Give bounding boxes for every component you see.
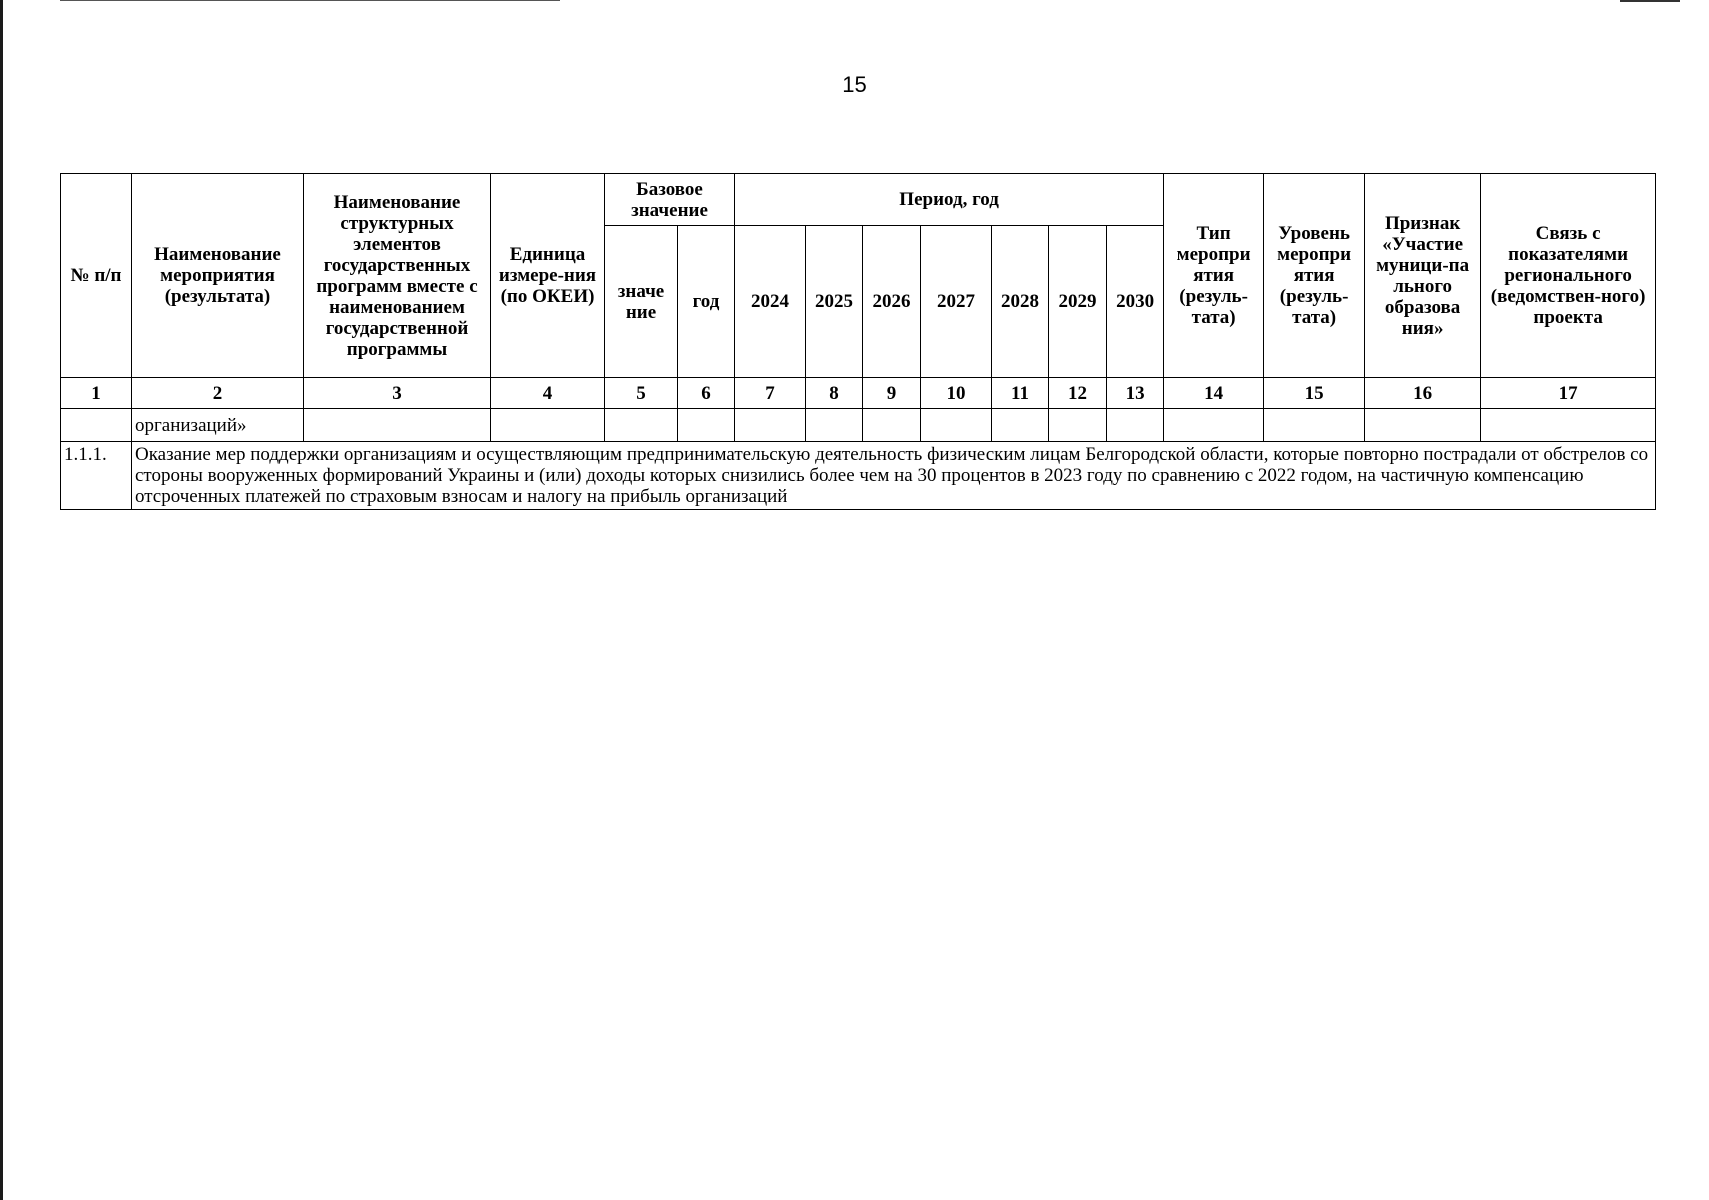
table-cell — [735, 409, 806, 442]
header-base-value: значе ние — [605, 226, 678, 378]
header-year-2030: 2030 — [1107, 226, 1164, 378]
page-number: 15 — [842, 72, 867, 97]
table-cell — [1164, 409, 1264, 442]
table-cell — [1365, 409, 1481, 442]
header-base-value-group: Базовое значение — [605, 174, 735, 226]
header-structural-elements: Наименование структурных элементов государственных программ вместе с наименованием государственной программы — [304, 174, 491, 378]
column-number: 10 — [921, 378, 992, 409]
column-number: 5 — [605, 378, 678, 409]
header-year-2024: 2024 — [735, 226, 806, 378]
scan-top-edge — [60, 0, 560, 1]
header-municipal-participation: Признак «Участие муници-па льного образова ния» — [1365, 174, 1481, 378]
column-number: 15 — [1264, 378, 1365, 409]
item-description: Оказание мер поддержки организациям и осуществляющим предпринимательскую деятельность физическим лицам Белгородской области, которые повторно пострадали от обстрелов со стороны вооруженных формирований Украины и (или) доходы которых снизились более чем на 30 процентов в 2023 году по сравнению с 2022 годом, на частичную компенсацию отсроченных платежей по страховым взносам и налогу на прибыль организаций — [132, 442, 1656, 510]
table-cell — [491, 409, 605, 442]
header-project-link: Связь с показателями регионального (ведомствен-ного) проекта — [1481, 174, 1656, 378]
table-cell — [992, 409, 1049, 442]
item-row — [61, 442, 1656, 510]
header-year-2028: 2028 — [992, 226, 1049, 378]
continuation-text: организаций» — [132, 409, 304, 442]
table-cell — [1107, 409, 1164, 442]
table-cell — [605, 409, 678, 442]
table-cell — [1049, 409, 1107, 442]
header-year-2029: 2029 — [1049, 226, 1107, 378]
column-number: 16 — [1365, 378, 1481, 409]
table-cell — [1481, 409, 1656, 442]
header-event-name: Наименование мероприятия (результата) — [132, 174, 304, 378]
column-number: 12 — [1049, 378, 1107, 409]
continuation-row — [61, 409, 1656, 442]
header-row-1 — [61, 174, 1656, 226]
header-period-group: Период, год — [735, 174, 1164, 226]
column-number: 13 — [1107, 378, 1164, 409]
column-number-row — [61, 378, 1656, 409]
column-number: 2 — [132, 378, 304, 409]
table-cell — [806, 409, 863, 442]
table-cell — [304, 409, 491, 442]
header-year-2027: 2027 — [921, 226, 992, 378]
column-number: 11 — [992, 378, 1049, 409]
header-event-level: Уровень меропри ятия (резуль-тата) — [1264, 174, 1365, 378]
table-cell — [1264, 409, 1365, 442]
column-number: 4 — [491, 378, 605, 409]
header-event-type: Тип меропри ятия (резуль-тата) — [1164, 174, 1264, 378]
header-unit: Единица измере-ния (по ОКЕИ) — [491, 174, 605, 378]
column-number: 6 — [678, 378, 735, 409]
program-events-table — [60, 173, 1656, 510]
header-base-year: год — [678, 226, 735, 378]
column-number: 7 — [735, 378, 806, 409]
table-cell — [863, 409, 921, 442]
table-cell — [61, 409, 132, 442]
item-code: 1.1.1. — [61, 442, 132, 510]
column-number: 3 — [304, 378, 491, 409]
header-row-number: № п/п — [61, 174, 132, 378]
column-number: 17 — [1481, 378, 1656, 409]
column-number: 8 — [806, 378, 863, 409]
scan-left-edge — [0, 0, 3, 1200]
column-number: 14 — [1164, 378, 1264, 409]
scan-top-right-edge — [1620, 0, 1680, 2]
column-number: 9 — [863, 378, 921, 409]
table-cell — [921, 409, 992, 442]
table-cell — [678, 409, 735, 442]
column-number: 1 — [61, 378, 132, 409]
header-year-2025: 2025 — [806, 226, 863, 378]
header-year-2026: 2026 — [863, 226, 921, 378]
